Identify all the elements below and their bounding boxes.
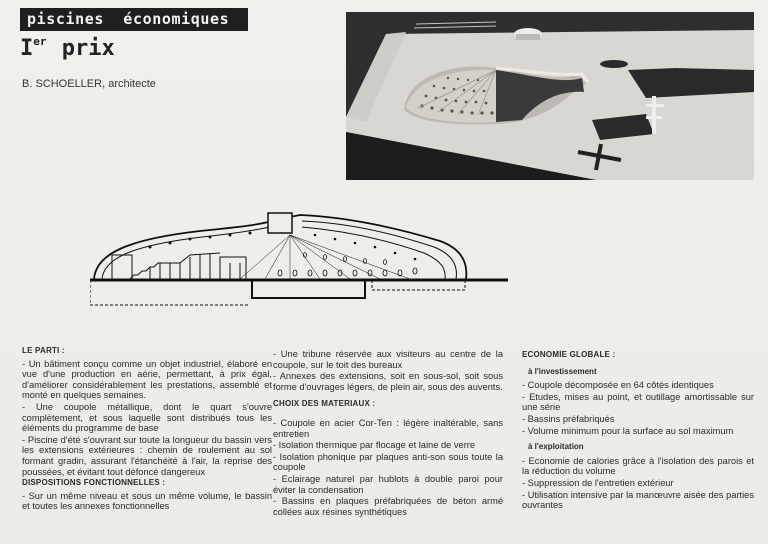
paragraph: - Volume minimum pour la surface au sol maximum xyxy=(522,425,734,436)
text-column-2 xyxy=(273,349,503,518)
paragraph: - Isolation thermique par flocage et laine de verre xyxy=(273,440,476,451)
paragraph: - Bassins préfabriqués xyxy=(522,413,615,424)
heading-dispositions: DISPOSITIONS FONCTIONNELLES : xyxy=(22,478,166,488)
text-column-1 xyxy=(22,346,272,513)
paragraph: - Suppression de l'entretien extérieur xyxy=(522,477,674,488)
paragraph: - Une coupole métallique, dont le quart s'ouvre complètement, et sous laquelle sont distribués tous les éléments du programme de base xyxy=(22,401,272,434)
model-photograph xyxy=(346,12,754,180)
section-banner: piscines économiques xyxy=(20,8,248,31)
prize-ordinal: er xyxy=(33,35,47,48)
paragraph: - Etudes, mises au point, et outillage amortissable sur une série xyxy=(522,391,754,413)
paragraph: - Sur un même niveau et sous un même volume, le bassin et toutes les annexes fonctionnelles xyxy=(22,490,272,512)
prize-title xyxy=(20,35,115,61)
paragraph: - Utilisation intensive par la manœuvre aisée des parties ouvrantes xyxy=(522,489,754,511)
section-drawing xyxy=(90,205,510,320)
subheading-investissement: à l'investissement xyxy=(528,366,597,376)
heading-materiaux: CHOIX DES MATERIAUX : xyxy=(273,399,376,409)
paragraph: - Un bâtiment conçu comme un objet industriel, élaboré en vue d'une production en aérie, permettant, à prix égal, d'améliorer considérablement les prestations, assemblé et monté en quelques semaines. xyxy=(22,358,272,401)
prize-number: I xyxy=(20,36,34,61)
paragraph: - Eclairage naturel par hublots à double paroi pour éviter la condensation xyxy=(273,473,503,495)
heading-parti: LE PARTI : xyxy=(22,346,65,355)
paragraph: - Coupole décomposée en 64 côtés identiques xyxy=(522,380,714,391)
architect-credit: B. SCHOELLER, architecte xyxy=(22,78,156,90)
text-column-3 xyxy=(522,350,754,512)
paragraph: - Bassins en plaques préfabriquées de béton armé collées aux résines synthétiques xyxy=(273,496,503,517)
paragraph: - Economie de calories grâce à l'isolation des parois et la réduction du volume xyxy=(522,455,754,477)
prize-word: prix xyxy=(61,36,115,61)
heading-economie: ECONOMIE GLOBALE : xyxy=(522,350,616,359)
subheading-exploitation: à l'exploitation xyxy=(528,442,584,452)
paragraph: - Annexes des extensions, soit en sous-sol, soit sous forme d'ouvrages légers, de plein air, sous des auvents. xyxy=(273,371,503,392)
paragraph: - Piscine d'été s'ouvrant sur toute la longueur du bassin vers les extensions extérieures : chemin de roulement au sol formant gradin, assurant l'étanchéité à l'air, la reprise des poussées, et évitant tout défoncé dangereux xyxy=(22,434,272,477)
paragraph: - Isolation phonique par plaques anti-son sous toute la coupole xyxy=(273,451,503,473)
paragraph: - Une tribune réservée aux visiteurs au centre de la coupole, sur le toit des bureaux xyxy=(273,349,503,370)
paragraph: - Coupole en acier Cor-Ten : légère inaltérable, sans entretien xyxy=(273,417,503,439)
